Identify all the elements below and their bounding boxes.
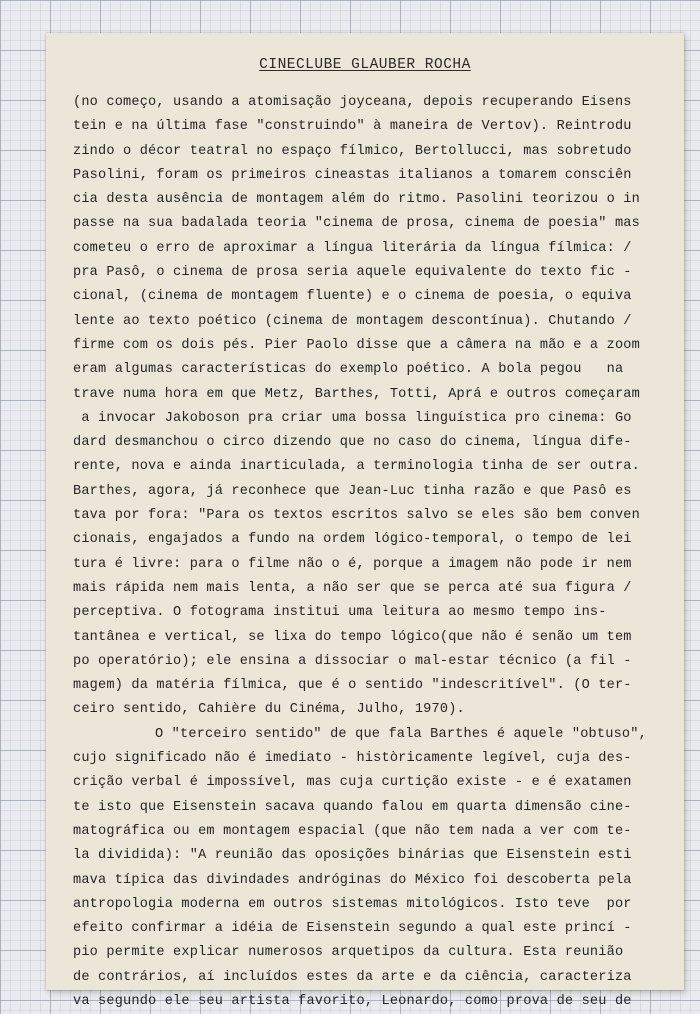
text-line: matográfica ou em montagem espacial (que não tem nada a ver com te- [73, 823, 632, 839]
body-text [73, 91, 673, 1014]
text-line: tantânea e vertical, se lixa do tempo lógico(que não é senão um tem [73, 629, 632, 645]
text-line: mais rápida nem mais lenta, a não ser que se perca até sua figura / [73, 580, 632, 596]
text-line: de contrários, aí incluídos estes da arte e da ciência, caracteriza [73, 969, 632, 985]
text-line: pra Pasô, o cinema de prosa seria aquele equivalente do texto fic - [73, 265, 632, 281]
text-line: rente, nova e ainda inarticulada, a terminologia tinha de ser outra. [73, 459, 640, 475]
text-line: perceptiva. O fotograma institui uma leitura ao mesmo tempo ins- [73, 605, 607, 621]
text-line: eram algumas características do exemplo poético. A bola pegou na [73, 362, 624, 378]
text-line: firme com os dois pés. Pier Paolo disse que a câmera na mão e a zoom [73, 337, 640, 353]
text-line: cujo significado não é imediato - històricamente legível, cuja des- [73, 751, 632, 767]
page-header: CINECLUBE GLAUBER ROCHA [259, 57, 471, 73]
text-line: tein e na última fase "construindo" à maneira de Vertov). Reintrodu [73, 119, 632, 135]
text-line: O "terceiro sentido" de que fala Barthes é aquele "obtuso", [155, 726, 647, 742]
text-line: mava típica das divindades andróginas do México foi descoberta pela [73, 872, 632, 888]
text-line: magem) da matéria fílmica, que é o sentido "indescritível". (O ter- [73, 678, 632, 694]
paragraph-2 [73, 723, 673, 1014]
text-line: Barthes, agora, já reconhece que Jean-Luc tinha razão e que Pasô es [73, 483, 632, 499]
text-line: crição verbal é impossível, mas cuja curtição existe - e é exatamen [73, 775, 632, 791]
text-line: tura é livre: para o filme não o é, porque a imagem não pode ir nem [73, 556, 632, 572]
text-line: la dividida): "A reunião das oposições binárias que Eisenstein esti [73, 848, 632, 864]
text-line: va segundo ele seu artista favorito, Leonardo, como prova de seu de [73, 993, 632, 1009]
text-line: cional, (cinema de montagem fluente) e o cinema de poesia, o equiva [73, 289, 632, 305]
text-line: cometeu o erro de aproximar a língua literária da língua fílmica: / [73, 240, 632, 256]
text-line: Pasolini, foram os primeiros cineastas italianos a tomarem consciên [73, 167, 632, 183]
text-line: cionais, engajados a fundo na ordem lógico-temporal, o tempo de lei [73, 532, 632, 548]
text-line: te isto que Eisenstein sacava quando falou em quarta dimensão cine- [73, 799, 632, 815]
text-line: antropologia moderna em outros sistemas mitológicos. Isto teve por [73, 896, 632, 912]
text-line: tava por fora: "Para os textos escritos salvo se eles são bem conven [73, 508, 640, 524]
text-line: pio permite explicar numerosos arquetipos da cultura. Esta reunião [73, 945, 624, 961]
text-line: cia desta ausência de montagem além do ritmo. Pasolini teorizou o in [73, 192, 640, 208]
text-line: ceiro sentido, Cahière du Cinéma, Julho, 1970). [73, 702, 465, 718]
paragraph-1 [73, 91, 673, 723]
text-line: a invocar Jakoboson pra criar uma bossa linguística pro cinema: Go [73, 410, 632, 426]
text-line: passe na sua badalada teoria "cinema de prosa, cinema de poesia" mas [73, 216, 640, 232]
text-line: efeito confirmar a idéia de Eisenstein segundo a qual este princí - [73, 921, 632, 937]
text-line: zindo o décor teatral no espaço fílmico, Bertollucci, mas sobretudo [73, 143, 632, 159]
text-line: trave numa hora em que Metz, Barthes, Totti, Aprá e outros começaram [73, 386, 640, 402]
text-line: (no começo, usando a atomisação joyceana, depois recuperando Eisens [73, 95, 632, 110]
typed-page [46, 33, 684, 1009]
text-line: po operatório); ele ensina a dissociar o mal-estar técnico (a fil - [73, 653, 632, 669]
text-line: lente ao texto poético (cinema de montagem descontínua). Chutando / [73, 313, 632, 329]
text-line: dard desmanchou o circo dizendo que no caso do cinema, língua dife- [73, 435, 632, 451]
